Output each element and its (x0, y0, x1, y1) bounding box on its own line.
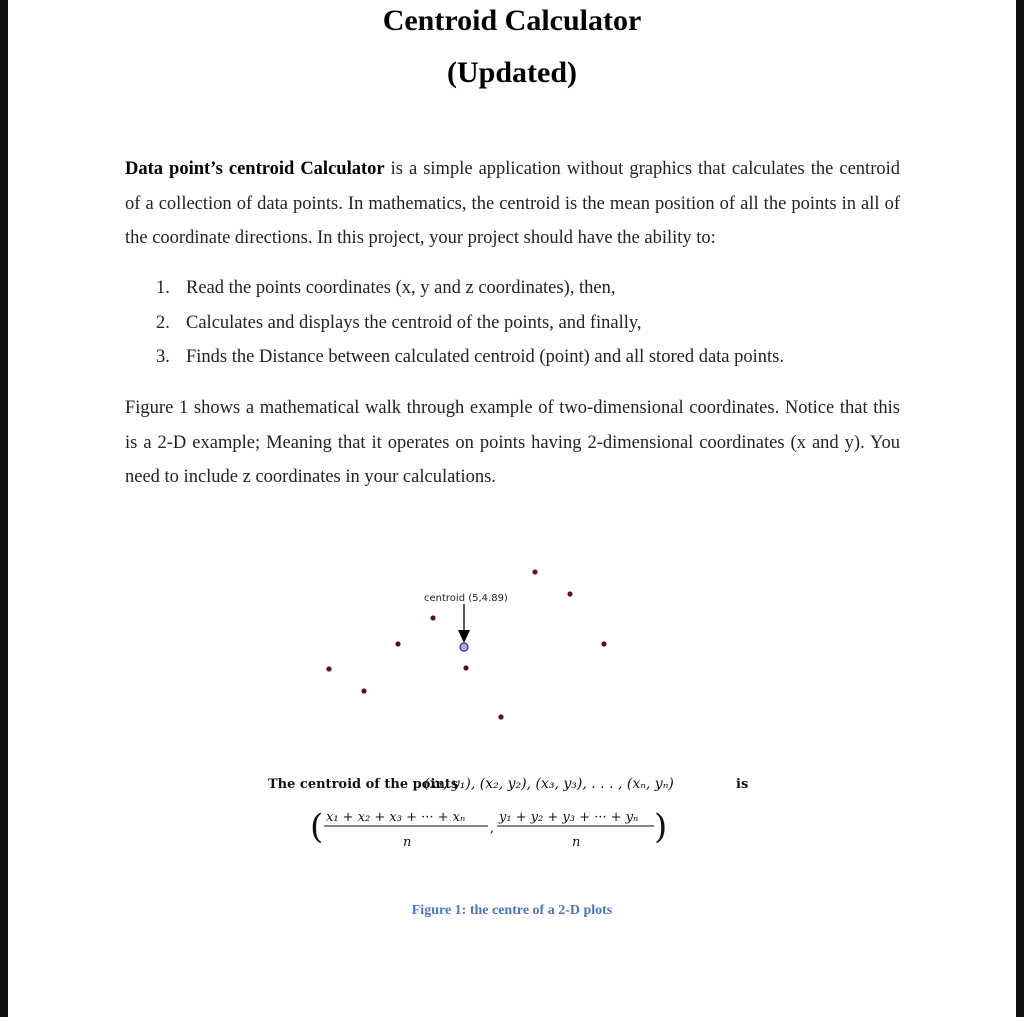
figure-caption: Figure 1: the centre of a 2-D plots (411, 903, 613, 918)
page-title: Centroid Calculator (382, 4, 642, 37)
list-text: Calculates and displays the centroid of the points, and finally, (186, 312, 642, 333)
data-point (532, 569, 537, 574)
list-text: Read the points coordinates (x, y and z coordinates), then, (186, 278, 616, 298)
data-point (498, 714, 503, 719)
centroid-formula (268, 776, 748, 850)
page-subtitle: (Updated) (446, 56, 577, 89)
centroid-figure (8, 520, 1016, 880)
list-number: 1. (156, 278, 170, 298)
data-point (601, 641, 606, 646)
formula-suffix: is (736, 777, 749, 792)
centroid-point (460, 643, 468, 651)
formula-denominator-x: n (403, 835, 412, 850)
intro-bold-lead: Data point’s centroid Calculator (125, 159, 385, 179)
list-number: 2. (156, 312, 170, 333)
list-item (156, 340, 784, 375)
data-point (567, 591, 572, 596)
data-point (395, 641, 400, 646)
figure-description-paragraph: Figure 1 shows a mathematical walk through example of two-dimensional coordinates. Notice that this is a 2-D example; Meaning that it operates on points having 2-dimensional coordinates (x and y). You need to include z coordinates in your calculations. (125, 398, 900, 487)
intro-text: is a simple application without graphics that calculates the centroid of a collection of data points. In mathematics, the centroid is the mean position of all the points in all of the coordinate directions. In this project, your project should have the ability to: (125, 159, 901, 248)
formula-numerator-x: x₁ + x₂ + x₃ + ··· + xₙ (326, 810, 466, 825)
formula-paren-left: ( (310, 807, 324, 847)
intro-paragraph (125, 152, 900, 256)
formula-numerator-y: y₁ + y₂ + y₃ + ··· + yₙ (499, 810, 639, 825)
data-point (463, 665, 468, 670)
data-point (430, 615, 435, 620)
formula-denominator-y: n (572, 835, 581, 850)
data-point (326, 666, 331, 671)
centroid-label: centroid (5,4.89) (424, 593, 508, 604)
data-point (361, 688, 366, 693)
list-number: 3. (156, 347, 170, 367)
list-item (156, 306, 784, 341)
centroid-arrow-head (458, 630, 470, 643)
document-page (8, 0, 1016, 1017)
requirements-list (156, 271, 784, 375)
formula-prefix: The centroid of the points (268, 777, 459, 792)
formula-paren-right: ) (654, 807, 668, 847)
list-item (156, 271, 784, 306)
list-text: Finds the Distance between calculated centroid (point) and all stored data points. (186, 347, 784, 367)
formula-points: (x₁, y₁), (x₂, y₂), (x₃, y₃), . . . , (xₙ, yₙ) (424, 776, 674, 792)
formula-comma: , (490, 821, 495, 836)
